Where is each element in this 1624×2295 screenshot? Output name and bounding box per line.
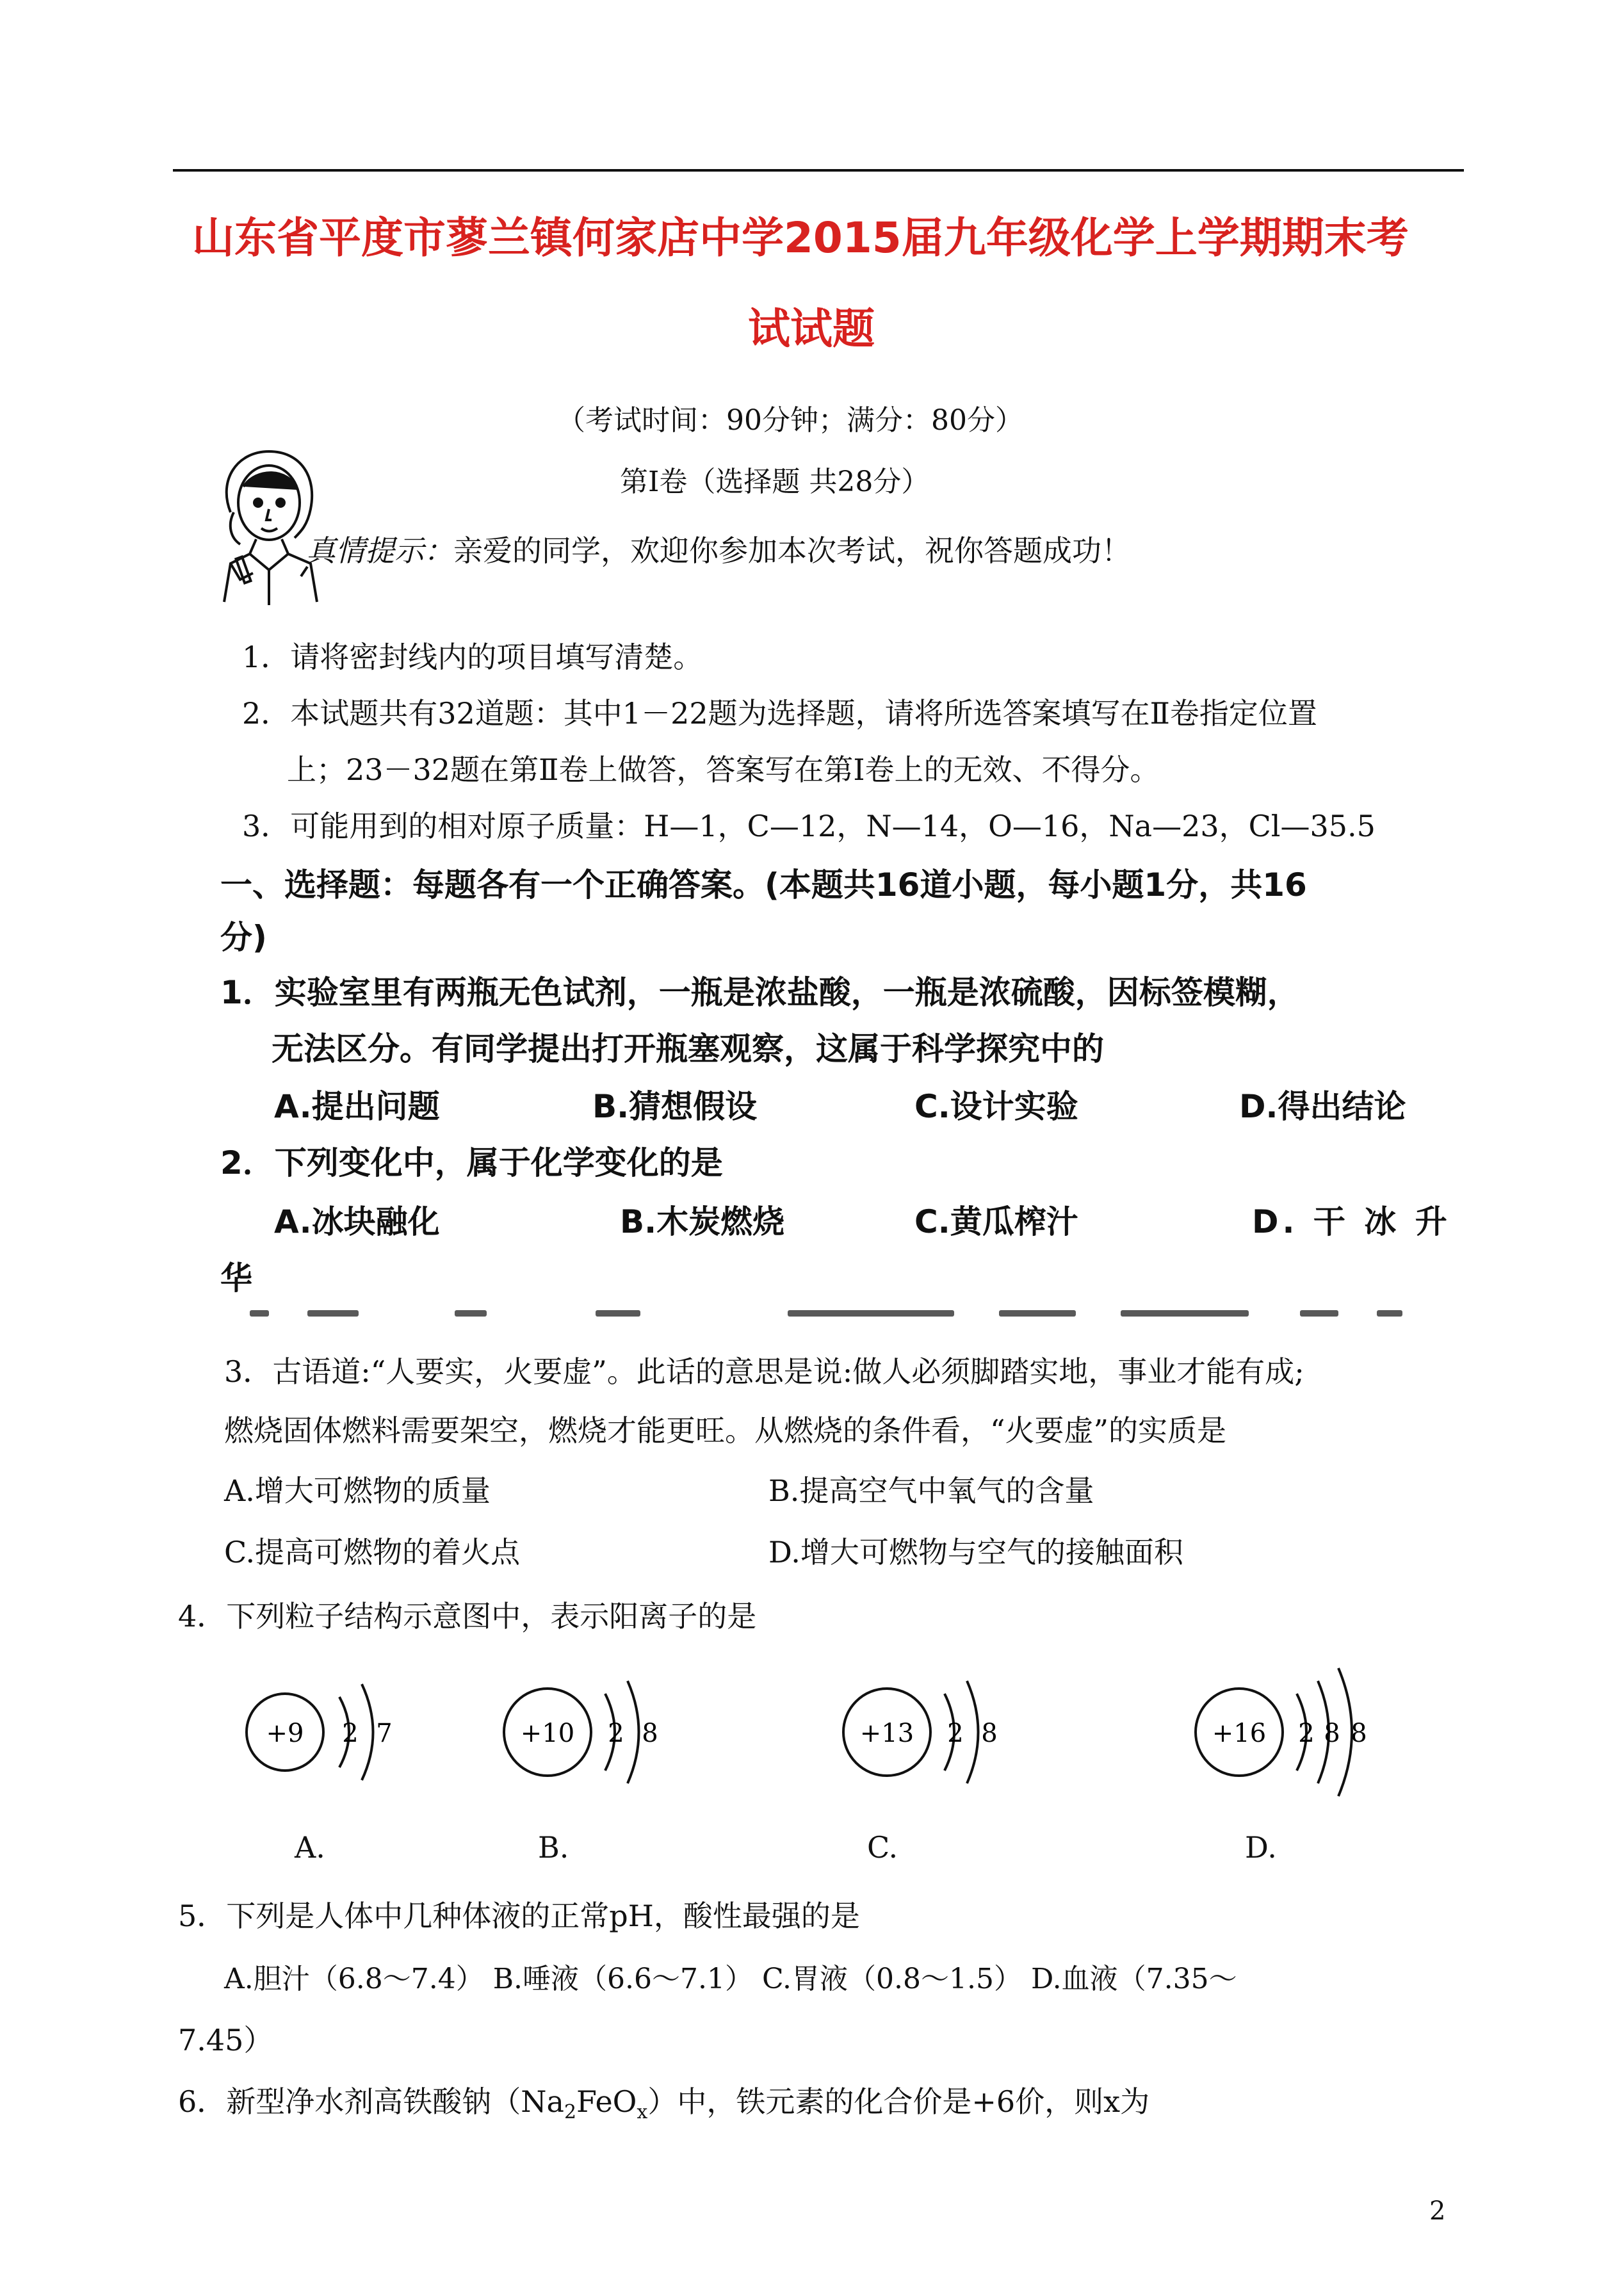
- note-2: 2．本试题共有32道题：其中1－22题为选择题，请将所选答案填写在Ⅱ卷指定位置: [242, 696, 1317, 731]
- note-2-cont: 上；23－32题在第Ⅱ卷上做答，答案写在第Ⅰ卷上的无效、不得分。: [287, 752, 1160, 787]
- atom-diagram-c: [826, 1658, 1018, 1806]
- atom-b-nucleus: +10: [520, 1719, 575, 1748]
- document-title-line2: 试试题: [748, 304, 875, 353]
- q4-stem: 4．下列粒子结构示意图中，表示阳离子的是: [178, 1599, 757, 1634]
- q3-stem-cont: 燃烧固体燃料需要架空，燃烧才能更旺。从燃烧的条件看，“火要虚”的实质是: [224, 1413, 1227, 1448]
- q2-option-c: C.黄瓜榨汁: [914, 1203, 1078, 1240]
- q2-option-d-wrap: 华: [220, 1260, 252, 1297]
- atom-b-shell-1: 2: [608, 1719, 624, 1748]
- q2-option-b: B.木炭燃烧: [620, 1203, 785, 1240]
- greeting-text: 亲爱的同学，欢迎你参加本次考试，祝你答题成功！: [453, 533, 1131, 568]
- atom-c-nucleus: +13: [859, 1719, 914, 1748]
- q5-stem: 5．下列是人体中几种体液的正常pH，酸性最强的是: [178, 1899, 860, 1933]
- section1-heading: 一、选择题：每题各有一个正确答案。(本题共16道小题，每小题1分，共16: [220, 866, 1307, 904]
- page-number: 2: [1429, 2196, 1446, 2226]
- q3-stem: 3．古语道:“人要实，火要虚”。此话的意思是说:做人必须脚踏实地，事业才能有成;: [224, 1354, 1304, 1389]
- q1-option-a: A.提出问题: [274, 1088, 440, 1125]
- q2-option-d: D. 干 冰 升: [1252, 1203, 1451, 1240]
- atom-diagram-b: [487, 1658, 679, 1806]
- note-1: 1．请将密封线内的项目填写清楚。: [242, 640, 703, 674]
- note-3: 3．可能用到的相对原子质量：H—1，C—12，N—14，O—16，Na—23，Cl—35.5: [242, 809, 1376, 843]
- atom-d-shell-1: 2: [1298, 1719, 1315, 1748]
- q1-stem-cont: 无法区分。有同学提出打开瓶塞观察，这属于科学探究中的: [272, 1030, 1104, 1067]
- atom-c-shell-1: 2: [947, 1719, 964, 1748]
- atom-b-shell-2: 8: [642, 1719, 658, 1748]
- scan-artifact: [211, 1306, 1428, 1320]
- q6-stem-pre: 6．新型净水剂高铁酸钠（Na: [178, 2084, 564, 2119]
- header-rule: [173, 169, 1464, 172]
- exam-info: （考试时间：90分钟；满分：80分）: [557, 404, 1023, 437]
- q6-sub-1: 2: [564, 2101, 577, 2124]
- section1-heading-cont: 分): [220, 919, 267, 956]
- q3-option-d: D.增大可燃物与空气的接触面积: [768, 1535, 1183, 1569]
- q6-stem: [178, 2079, 1149, 2123]
- atom-d-nucleus: +16: [1212, 1719, 1267, 1748]
- atom-d-shell-3: 8: [1351, 1719, 1367, 1748]
- q3-option-b: B.提高空气中氧气的含量: [768, 1473, 1094, 1508]
- q2-stem: 2．下列变化中，属于化学变化的是: [220, 1144, 723, 1181]
- q3-option-c: C.提高可燃物的着火点: [224, 1535, 521, 1569]
- q4-label-b: B.: [538, 1830, 569, 1865]
- q4-label-a: A.: [295, 1830, 325, 1865]
- q1-stem: 1．实验室里有两瓶无色试剂，一瓶是浓盐酸，一瓶是浓硫酸，因标签模糊，: [220, 974, 1299, 1011]
- atom-c-shell-2: 8: [981, 1719, 998, 1748]
- atom-a-shell-1: 2: [342, 1719, 359, 1748]
- atom-diagram-a: [231, 1658, 410, 1806]
- q5-options-wrap: 7.45）: [178, 2023, 273, 2057]
- section-header: 第Ⅰ卷（选择题 共28分）: [620, 466, 930, 498]
- atom-diagram-d: [1178, 1652, 1409, 1812]
- document-title-line1: 山东省平度市蓼兰镇何家店中学2015届九年级化学上学期期末考: [192, 213, 1409, 263]
- q2-option-a: A.冰块融化: [274, 1203, 440, 1240]
- student-cartoon-icon: [205, 442, 333, 608]
- atom-a-nucleus: +9: [266, 1719, 304, 1748]
- greeting-label: 真情提示：: [306, 533, 453, 568]
- q1-option-c: C.设计实验: [914, 1088, 1078, 1125]
- q1-option-d: D.得出结论: [1239, 1088, 1406, 1125]
- q1-option-b: B.猜想假设: [592, 1088, 758, 1125]
- q6-sub-2: x: [637, 2101, 648, 2124]
- q6-stem-post: ）中，铁元素的化合价是+6价，则x为: [647, 2084, 1150, 2119]
- q5-options: A.胆汁（6.8～7.4） B.唾液（6.6～7.1） C.胃液（0.8～1.5） D.血液（7.35～: [224, 1963, 1237, 1995]
- atom-d-shell-2: 8: [1324, 1719, 1340, 1748]
- q4-label-d: D.: [1245, 1830, 1277, 1865]
- atom-a-shell-2: 7: [376, 1719, 393, 1748]
- q4-label-c: C.: [867, 1830, 898, 1865]
- q3-option-a: A.增大可燃物的质量: [224, 1473, 491, 1508]
- greeting: [306, 528, 1131, 570]
- q6-stem-mid: FeO: [576, 2084, 637, 2119]
